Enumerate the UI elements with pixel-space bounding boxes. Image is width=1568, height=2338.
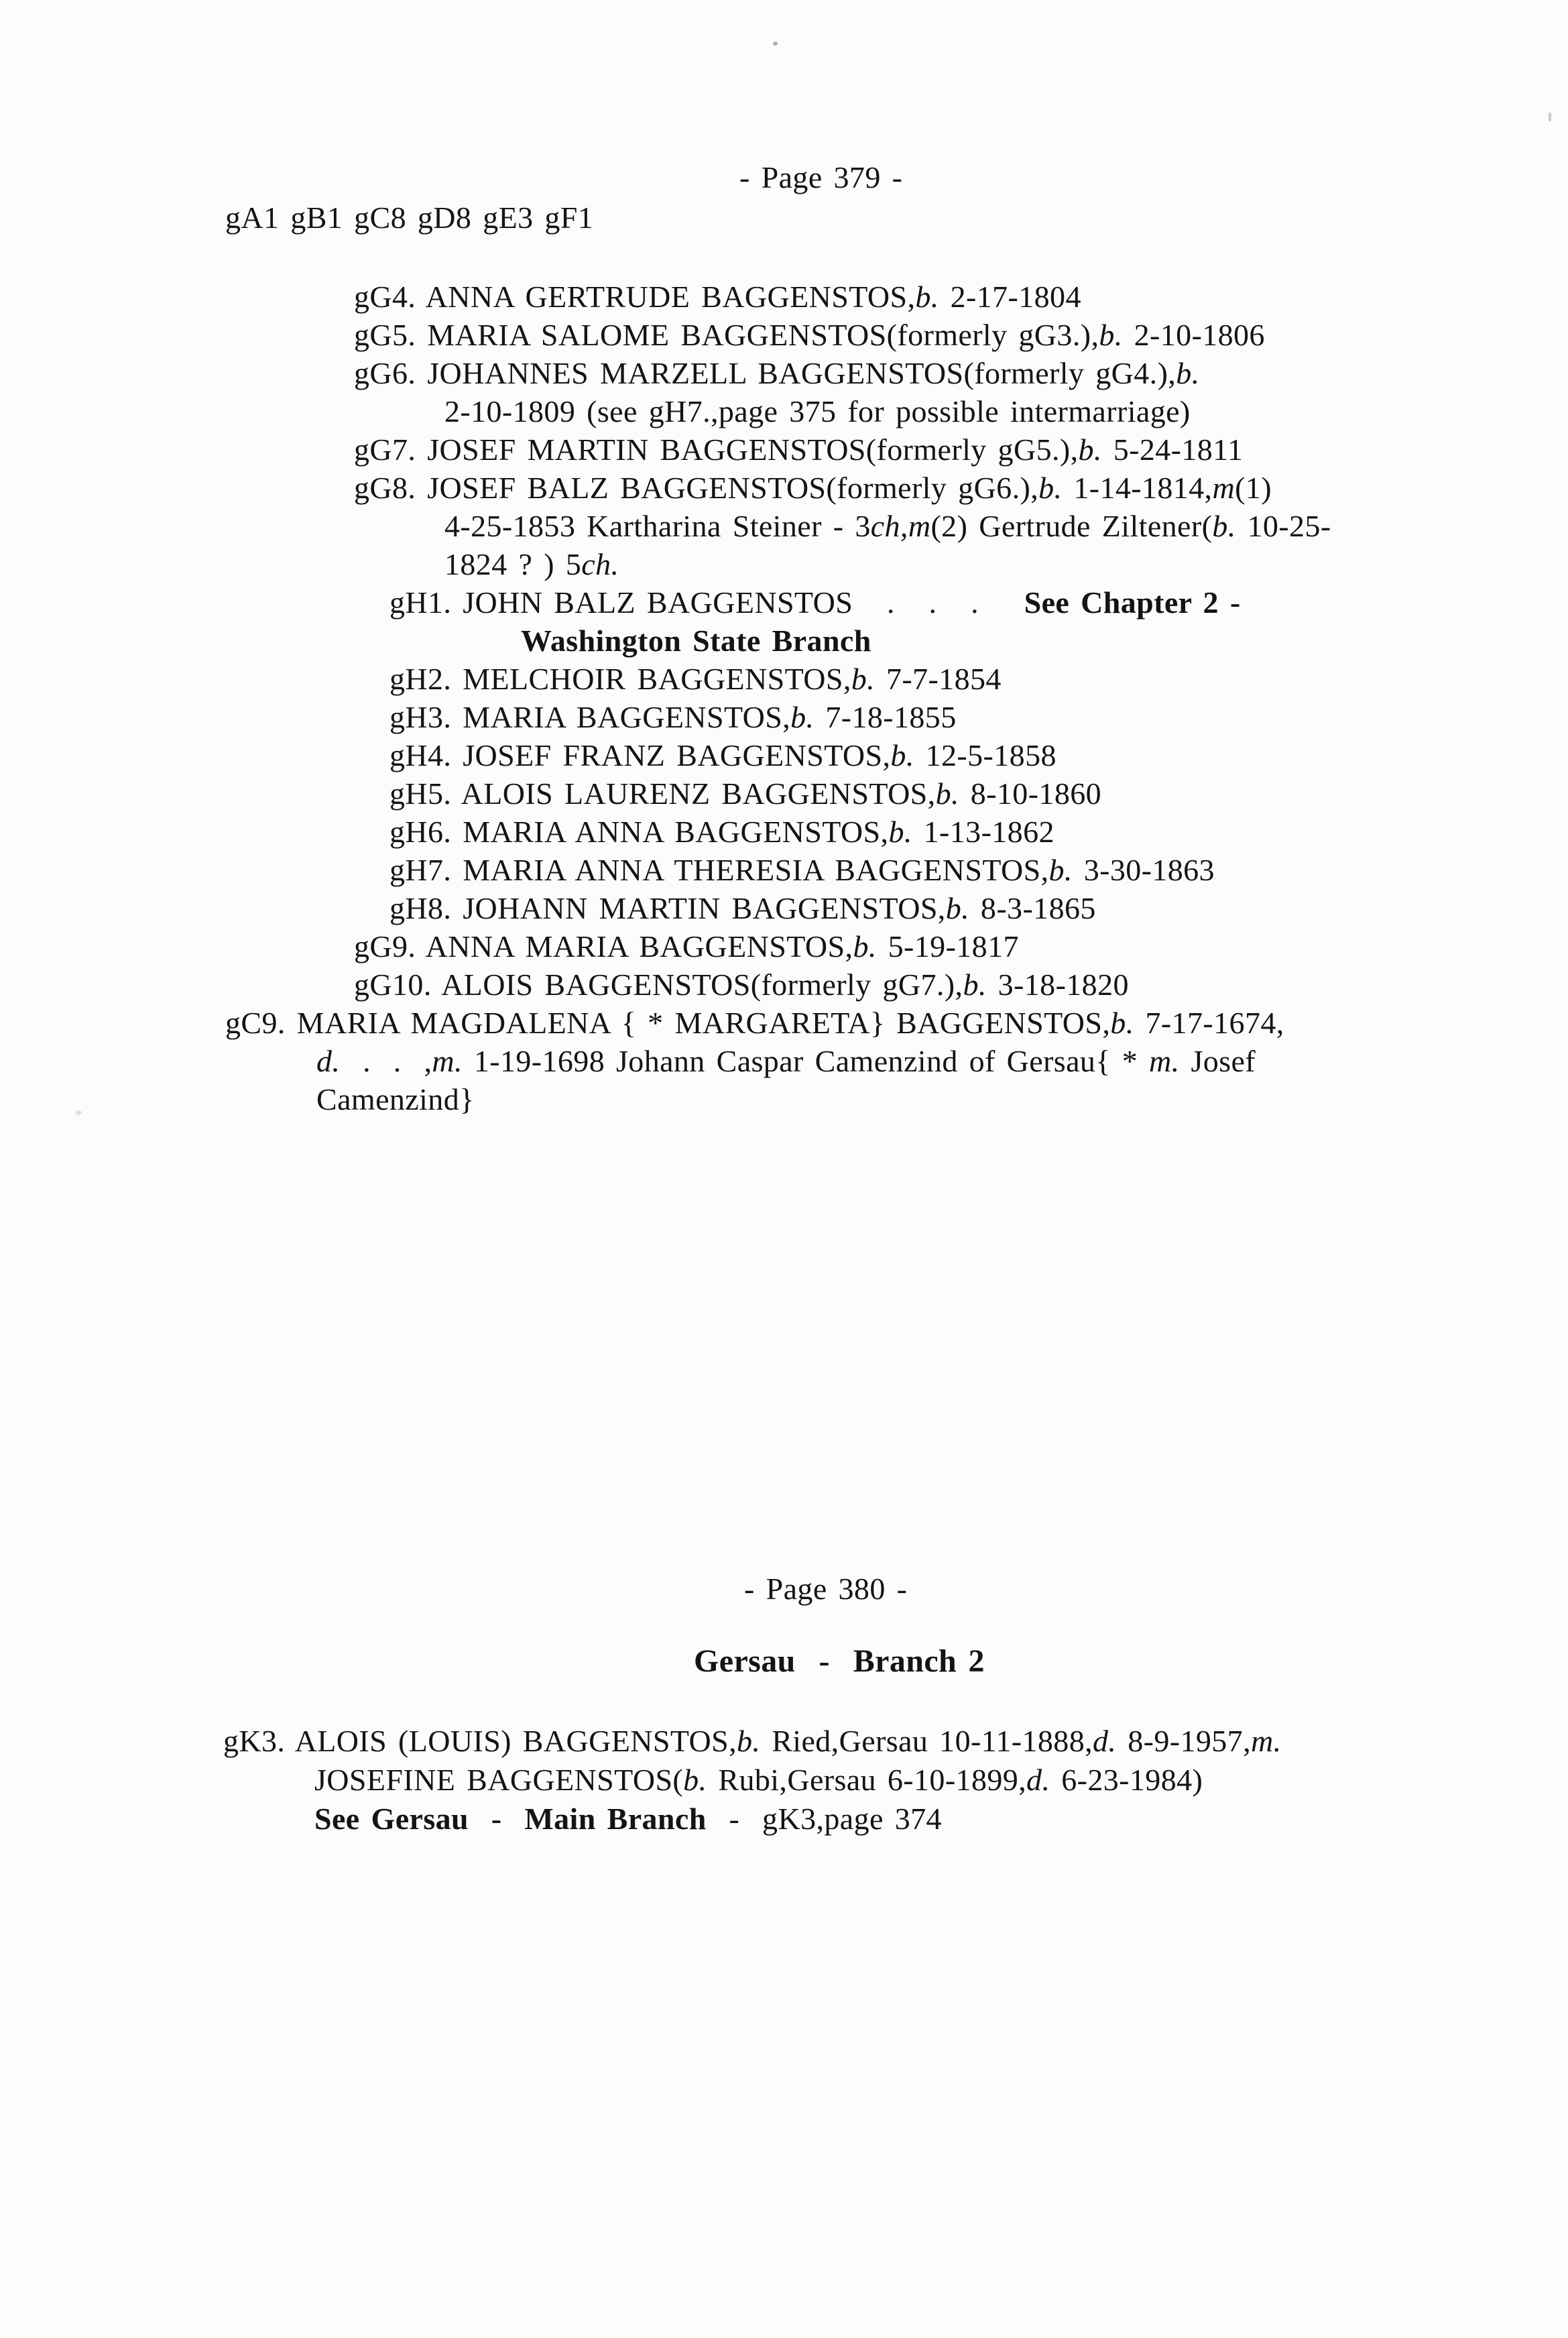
text-segment: 7-17-1674, [1134, 1006, 1284, 1040]
text-segment: . . . [853, 585, 1024, 620]
scan-speck [75, 1110, 82, 1115]
italic-abbreviation: ch,m [870, 509, 931, 543]
doc-line [225, 1004, 1331, 1042]
text-segment: gK3. ALOIS (LOUIS) BAGGENSTOS, [223, 1724, 737, 1758]
text-segment: 2-10-1806 [1122, 318, 1265, 352]
doc-line [225, 1042, 1331, 1080]
doc-line [225, 889, 1331, 927]
text-segment: (1) [1235, 471, 1272, 505]
text-segment: 2-10-1809 (see gH7.,page 375 for possible intermarriage) [444, 394, 1191, 428]
italic-abbreviation: b. [1099, 318, 1123, 352]
text-segment: 2-17-1804 [939, 280, 1081, 314]
text-segment: (2) Gertrude Ziltener( [930, 509, 1213, 543]
italic-abbreviation: b. [737, 1724, 761, 1758]
doc-line [225, 851, 1331, 889]
text-segment: 12-5-1858 [914, 738, 1057, 772]
italic-abbreviation: d. [1093, 1724, 1117, 1758]
text-segment: 5-24-1811 [1101, 432, 1244, 467]
bold-text-segment: See Gersau [314, 1802, 469, 1836]
scan-speck [1549, 113, 1551, 121]
italic-abbreviation: b. [1078, 432, 1102, 467]
doc-line [225, 469, 1331, 507]
text-segment: 10-25- [1235, 509, 1331, 543]
text-segment: Camenzind} [316, 1082, 475, 1116]
doc-line [225, 507, 1331, 545]
italic-abbreviation: b. [1048, 853, 1073, 887]
text-segment: gG7. JOSEF MARTIN BAGGENSTOS(formerly gG5.), [354, 432, 1079, 467]
doc-line [225, 1080, 1331, 1118]
doc-line [223, 1761, 1282, 1800]
doc-line [225, 278, 1331, 316]
doc-line [223, 1800, 1282, 1838]
text-segment: Ried,Gersau 10-11-1888, [760, 1724, 1093, 1758]
text-segment: 1-19-1698 Johann Caspar Camenzind of Gersau{ * [462, 1044, 1150, 1078]
doc-line [225, 583, 1331, 622]
italic-abbreviation: b. [945, 891, 970, 925]
text-segment: 1824 ? ) 5 [444, 547, 582, 581]
text-segment: 5-19-1817 [876, 929, 1019, 963]
italic-abbreviation: b. [963, 968, 987, 1002]
text-segment: Rubi,Gersau 6-10-1899, [707, 1763, 1027, 1797]
text-segment: gG4. ANNA GERTRUDE BAGGENSTOS, [354, 280, 916, 314]
italic-abbreviation: d. [316, 1044, 341, 1078]
text-segment: 7-18-1855 [814, 700, 957, 734]
text-segment: gH7. MARIA ANNA THERESIA BAGGENSTOS, [389, 853, 1049, 887]
text-segment: 8-9-1957, [1116, 1724, 1251, 1758]
text-segment: 4-25-1853 Kartharina Steiner - 3 [444, 509, 871, 543]
italic-abbreviation: d. [1026, 1763, 1050, 1797]
italic-abbreviation: m. [432, 1044, 463, 1078]
doc-line [225, 316, 1331, 354]
text-segment: gH1. JOHN BALZ BAGGENSTOS [389, 585, 853, 620]
italic-abbreviation: m. [1250, 1724, 1282, 1758]
italic-abbreviation: b. [683, 1763, 707, 1797]
branch-heading: Gersau - Branch 2 [694, 1643, 985, 1679]
text-segment: gH4. JOSEF FRANZ BAGGENSTOS, [389, 738, 891, 772]
italic-abbreviation: m [1212, 471, 1235, 505]
text-segment: gG9. ANNA MARIA BAGGENSTOS, [354, 929, 853, 963]
italic-abbreviation: b. [853, 929, 877, 963]
text-segment: 7-7-1854 [875, 662, 1002, 696]
italic-abbreviation: b. [851, 662, 876, 696]
doc-line [225, 736, 1331, 774]
text-segment: gG8. JOSEF BALZ BAGGENSTOS(formerly gG6.), [354, 471, 1039, 505]
doc-line [225, 698, 1331, 736]
text-segment: 3-18-1820 [986, 968, 1129, 1002]
page-379-header: - Page 379 - [739, 160, 903, 194]
scan-speck [773, 42, 778, 46]
doc-line [225, 392, 1331, 430]
doc-line [225, 430, 1331, 469]
text-segment: - [706, 1802, 763, 1836]
doc-line [225, 774, 1331, 813]
text-segment: 6-23-1984) [1050, 1763, 1203, 1797]
doc-line [225, 813, 1331, 851]
italic-abbreviation: b. [1212, 509, 1236, 543]
bold-text-segment: - [469, 1802, 525, 1836]
italic-abbreviation: b. [1110, 1006, 1134, 1040]
text-segment: 8-3-1865 [969, 891, 1096, 925]
text-segment: gH8. JOHANN MARTIN BAGGENSTOS, [389, 891, 946, 925]
doc-line [225, 622, 1331, 660]
page-380-header: - Page 380 - [744, 1572, 908, 1606]
italic-abbreviation: b. [790, 700, 815, 734]
genealogy-entries-page-380 [223, 1722, 1282, 1838]
generation-code-line: gA1 gB1 gC8 gD8 gE3 gF1 [225, 200, 594, 235]
text-segment: gH3. MARIA BAGGENSTOS, [389, 700, 791, 734]
doc-line [225, 927, 1331, 966]
text-segment: gK3,page 374 [762, 1802, 942, 1836]
text-segment: gG6. JOHANNES MARZELL BAGGENSTOS(formerly gG4.), [354, 356, 1177, 390]
italic-abbreviation: b. [1038, 471, 1063, 505]
text-segment: gG5. MARIA SALOME BAGGENSTOS(formerly gG3.), [354, 318, 1099, 352]
italic-abbreviation: b. [935, 776, 959, 811]
text-segment: gH2. MELCHOIR BAGGENSTOS, [389, 662, 851, 696]
text-segment: 1-14-1814, [1062, 471, 1213, 505]
doc-line [225, 545, 1331, 583]
text-segment: Josef [1179, 1044, 1256, 1078]
italic-abbreviation: ch. [581, 547, 619, 581]
bold-text-segment: See Chapter 2 - [1024, 585, 1241, 620]
doc-line [225, 354, 1331, 392]
italic-abbreviation: b. [915, 280, 939, 314]
italic-abbreviation: m. [1149, 1044, 1180, 1078]
text-segment: . . , [340, 1044, 432, 1078]
doc-line [223, 1722, 1282, 1761]
doc-line [225, 660, 1331, 698]
text-segment: 8-10-1860 [959, 776, 1102, 811]
italic-abbreviation: b. [1176, 356, 1200, 390]
text-segment: JOSEFINE BAGGENSTOS( [314, 1763, 684, 1797]
text-segment: 1-13-1862 [912, 815, 1054, 849]
text-segment: gC9. MARIA MAGDALENA { * MARGARETA} BAGGENSTOS, [225, 1006, 1111, 1040]
text-segment: gH6. MARIA ANNA BAGGENSTOS, [389, 815, 889, 849]
italic-abbreviation: b. [890, 738, 914, 772]
doc-line [225, 966, 1331, 1004]
genealogy-entries-page-379 [225, 278, 1331, 1118]
italic-abbreviation: b. [888, 815, 912, 849]
text-segment: gG10. ALOIS BAGGENSTOS(formerly gG7.), [354, 968, 963, 1002]
bold-text-segment: Main Branch [524, 1802, 707, 1836]
bold-text-segment: Washington State Branch [521, 624, 871, 658]
text-segment: 3-30-1863 [1072, 853, 1215, 887]
text-segment: gH5. ALOIS LAURENZ BAGGENSTOS, [389, 776, 936, 811]
